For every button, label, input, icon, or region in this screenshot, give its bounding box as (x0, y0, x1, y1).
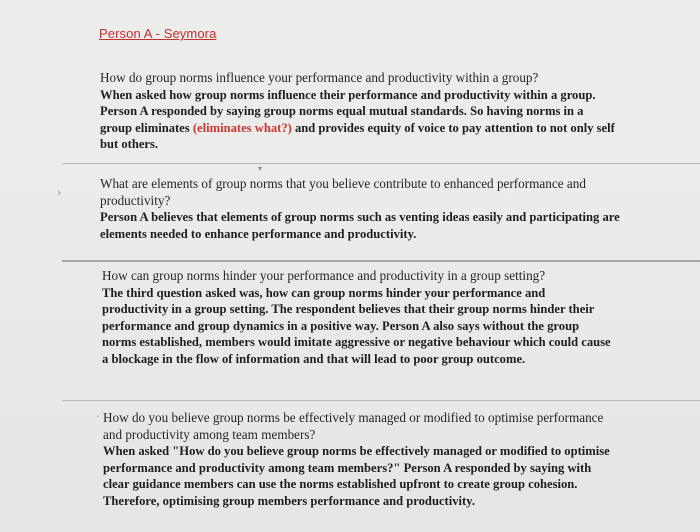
cursor-mark: ▾ (258, 164, 263, 173)
answer-2: Person A believes that elements of group norms such as venting ideas easily and participating are elements needed to enhance performance and productivity. (100, 210, 620, 241)
qa-section-3 (102, 268, 614, 367)
qa-section-4 (103, 410, 615, 509)
question-2: What are elements of group norms that you believe contribute to enhanced performance and productivity? (100, 176, 586, 208)
section-divider (62, 260, 700, 262)
question-4: How do you believe group norms be effectively managed or modified to optimise performance and productivity among team members? (103, 410, 604, 442)
answer-1 (100, 87, 615, 153)
answer-1-text-before: When asked how group norms influence their performance and productivity within a group. Person A responded by saying group norms equal mutual standards. So having norms in a group eliminates (100, 87, 596, 135)
qa-section-2 (100, 176, 620, 242)
section-divider (62, 163, 700, 164)
question-1: How do group norms influence your performance and productivity within a group? (100, 70, 539, 85)
answer-1-text-after: and provides equity of voice to pay attention to not only self but others. (100, 120, 615, 152)
answer-3: The third question asked was, how can group norms hinder your performance and productivity in a group setting. The respondent believes that their group norms hinder their performance and group dynamics in a positive way. Person A also says without the group norms established, members would imitate aggressive or negative behaviour which could cause a blockage in the flow of information and that will lead to poor group outcome. (102, 285, 611, 366)
margin-mark: · (96, 410, 100, 423)
section-divider (62, 400, 700, 401)
answer-1-highlight: (eliminates what?) (192, 120, 292, 135)
qa-section-1 (100, 70, 615, 153)
answer-4: When asked "How do you believe group norms be effectively managed or modified to optimise performance and productivity among team members?" Person A responded by saying with clear guidance members can use the norms established upfront to create group cohesion. Therefore, optimising group members performance and productivity. (103, 444, 610, 508)
question-3: How can group norms hinder your performance and productivity in a group setting? (102, 268, 546, 283)
margin-mark: › (57, 186, 62, 199)
document-title: Person A - Seymora (99, 26, 217, 41)
